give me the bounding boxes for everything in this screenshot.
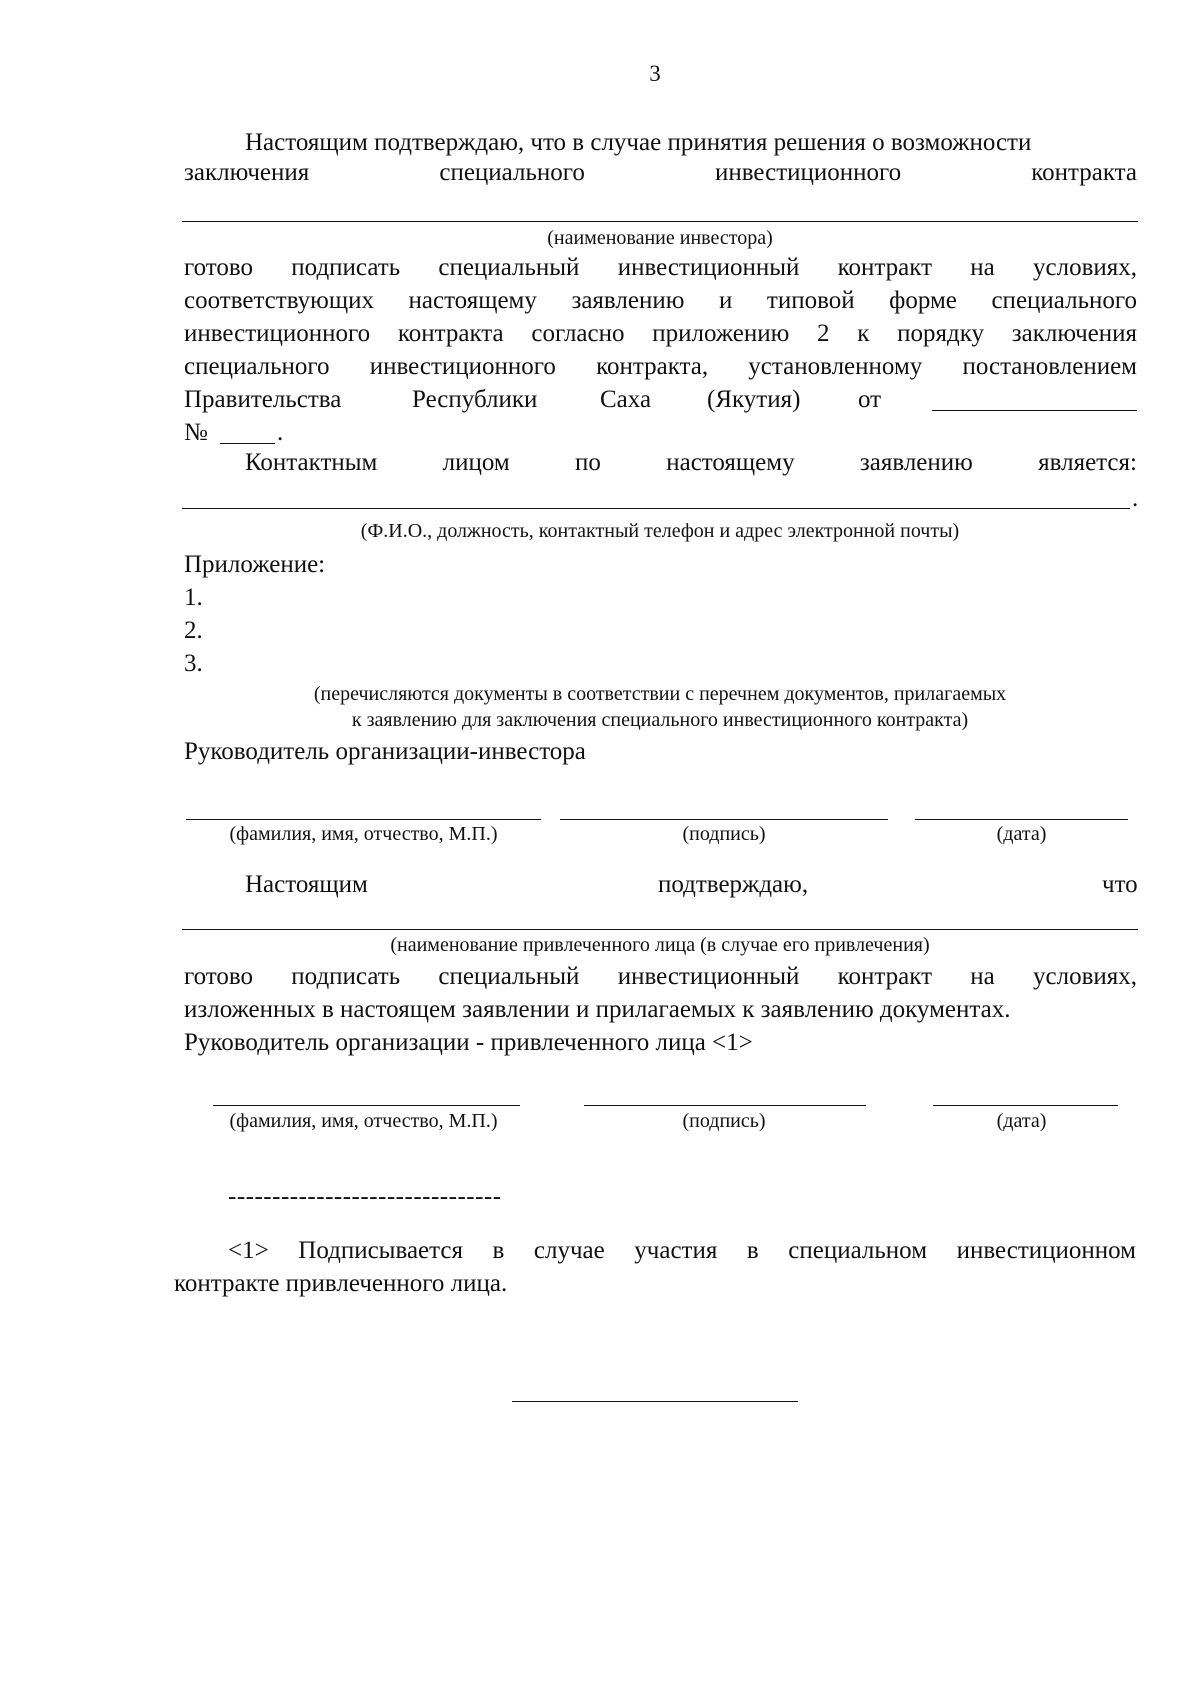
para1-word: контракта [1031,159,1137,186]
sig1-date-caption: (дата) [996,823,1047,845]
involved-head-title: Руководитель организации - привлеченного лица <1> [184,1029,753,1056]
page-number: 3 [649,61,661,86]
resolution-number-line [220,443,275,444]
para3-line: готово подписать специальный инвестиционный контракт на условиях, [184,963,1137,990]
attachments-title: Приложение: [184,551,326,578]
gov-word: от [858,386,882,413]
para1-line2 [184,159,1137,187]
para2-line: специального инвестиционного контракта, установленному постановлением [184,353,1137,380]
footnote-separator: ------------------------------- [228,1183,502,1210]
caption-contact: (Ф.И.О., должность, контактный телефон и адрес электронной почты) [360,520,960,542]
para1-word: специального [439,159,585,186]
investor-name-line [182,221,1138,222]
contact-word: по [575,449,601,476]
attachment-item: 2. [184,617,203,644]
attachment-item: 1. [184,584,203,611]
caption-attachments-line: (перечисляются документы в соответствии с перечнем документов, прилагаемых [313,683,1007,705]
sig1-sign-caption: (подпись) [682,823,766,845]
sig2-sign-caption: (подпись) [682,1110,766,1132]
contact-line [245,449,1137,477]
footnote-line: контракте привлеченного лица. [174,1270,508,1297]
contact-word: лицом [442,449,510,476]
sig1-date-line [915,819,1128,820]
confirm-word: Настоящим [245,871,368,898]
para1-line1: Настоящим подтверждаю, что в случае принятия решения о возможности [245,129,1032,156]
number-dot: . [277,419,284,446]
contact-person-line [182,508,1130,509]
caption-attachments-line: к заявлению для заключения специального инвестиционного контракта) [351,709,969,731]
contact-word: Контактным [245,449,378,476]
para3-line: изложенных в настоящем заявлении и прилагаемых к заявлению документах. [184,996,1011,1023]
para2-line: инвестиционного контракта согласно приложению 2 к порядку заключения [184,320,1137,347]
involved-name-line [182,929,1138,930]
contact-word: заявлению [859,449,973,476]
gov-word: (Якутия) [707,386,801,413]
attachment-item: 3. [184,650,203,677]
para1-word: заключения [184,159,310,186]
contact-word: является: [1038,449,1137,476]
sig1-sign-line [560,819,888,820]
end-of-document-line [512,1401,798,1402]
sig2-date-line [933,1105,1118,1106]
resolution-date-line [932,410,1137,411]
sig2-sign-line [584,1105,866,1106]
sig1-name-caption: (фамилия, имя, отчество, М.П.) [229,823,498,845]
footnote-line: <1> Подписывается в случае участия в специальном инвестиционном [228,1237,1136,1264]
caption-investor: (наименование инвестора) [547,227,773,249]
gov-word: Республики [412,386,538,413]
investor-head-title: Руководитель организации-инвестора [184,738,586,765]
sig2-date-caption: (дата) [996,1110,1047,1132]
gov-word: Правительства [184,386,342,413]
number-sign: № [184,419,208,446]
contact-word: настоящему [666,449,795,476]
caption-involved: (наименование привлеченного лица (в случае его привлечения) [390,934,930,956]
sig2-name-line [213,1105,520,1106]
gov-word: Саха [600,386,652,413]
para1-word: инвестиционного [714,159,902,186]
para2-line: готово подписать специальный инвестиционный контракт на условиях, [184,254,1137,281]
sig2-name-caption: (фамилия, имя, отчество, М.П.) [229,1110,498,1132]
para2-line: соответствующих настоящему заявлению и типовой форме специального [184,287,1137,314]
contact-dot: . [1132,485,1139,512]
confirm-word: подтверждаю, [658,871,809,898]
sig1-name-line [186,819,541,820]
confirm-word: что [1102,871,1138,898]
